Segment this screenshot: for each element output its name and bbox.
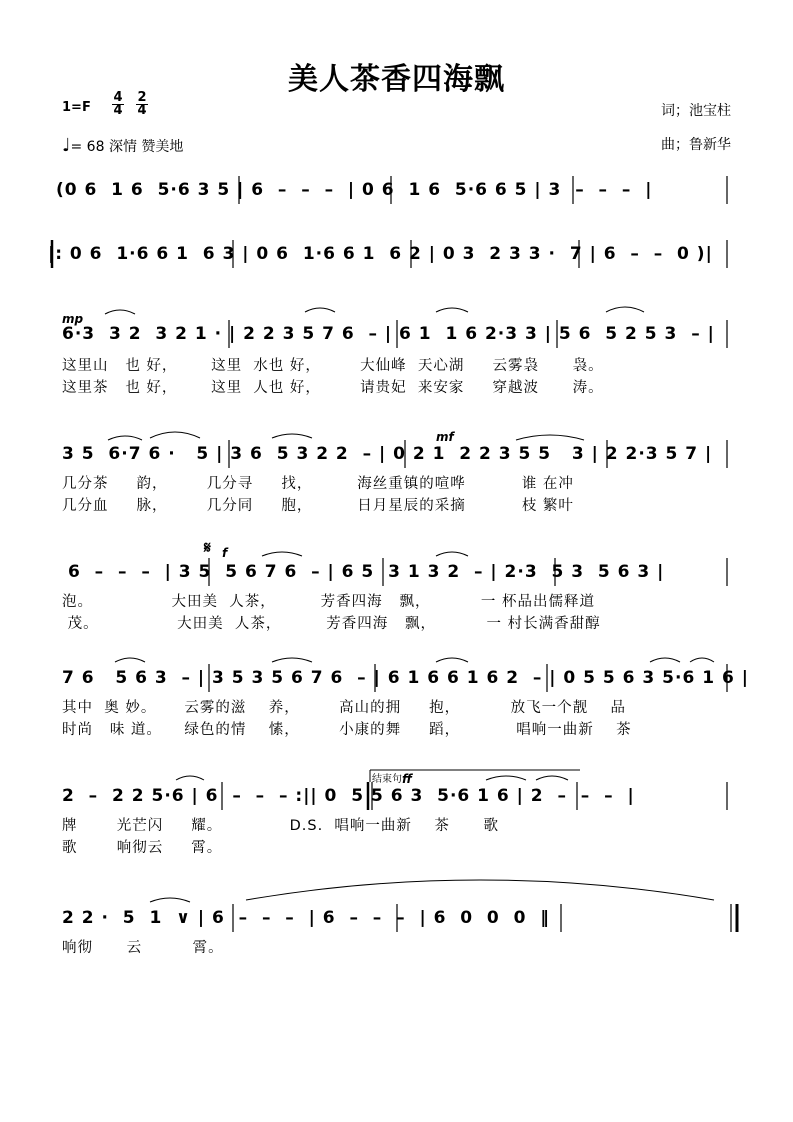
notation-row-7: 2 – 2 2 5·6 | 6 – – – :|| 0 5 5 6 3 5·6 1 6 | 2 – – – | [62,786,635,806]
ts-top: 2 [137,90,147,105]
notation-row-5: 6 – – – | 3 5 5 6 7 6 – | 6 5 3 1 3 2 – | 2·3 5 3 5 6 3 | [68,562,665,582]
lyric-row-8-verse-1: 响彻 云 霄。 [62,940,224,956]
dynamic-mp: mp [62,312,84,326]
dynamic-mf: mf [436,430,454,444]
ts-bottom: 4 [137,103,147,118]
notation-row-3: 6·3 3 2 3 2 1 · | 2 2 3 5 7 6 – | 6 1 1 6 2·3 3 | 5 6 5 2 5 3 – | [62,324,715,344]
lyric-row-7-verse-1: 牌 光芒闪 耀。 D.S. 唱响一曲新 茶 歌 [62,818,500,834]
notation-row-1: (0 6 1 6 5·6 3 5 | 6 – – – | 0 6 1 6 5·6 6 5 | 3 – – – | [56,180,653,200]
lyric-row-5-verse-2: 茂。 大田美 人茶， 芳香四海 飘， 一 村长满香甜醇 [62,616,601,632]
key-signature: 1=F [62,100,91,115]
composer-credit: 曲；鲁新华 [661,137,731,153]
segno-icon: 𝄋 [204,538,211,557]
notation-row-8: 2 2 · 5 1 ∨ | 6 – – – | 6 – – – | 6 0 0 0 ‖ [62,908,550,928]
lyric-row-5-verse-1: 泡。 大田美 人茶， 芳香四海 飘， 一 杯品出儒释道 [62,594,596,610]
tempo-text: = 68 深情 赞美地 [70,139,184,155]
dynamic-f: f [222,546,228,560]
lyric-row-6-verse-2: 时尚 味 道。 绿色的情 愫， 小康的舞 蹈， 唱响一曲新 茶 [62,722,632,738]
quarter-note-icon: ♩ [62,135,71,156]
ts-bottom: 4 [113,103,123,118]
lyric-row-3-verse-2: 这里茶 也 好， 这里 人也 好， 请贵妃 来安家 穿越波 涛。 [62,380,604,396]
lyric-row-6-verse-1: 其中 奥 妙。 云雾的滋 养， 高山的拥 抱， 放飞一个靓 品 [62,700,627,716]
lyric-row-4-verse-1: 几分茶 韵， 几分寻 找， 海丝重镇的喧哗 谁 在冲 [62,476,574,492]
notation-row-4: 3 5 6·7 6 · 5 | 3 6 5 3 2 2 – | 0 2 1 2 2 3 5 5 3 | 2 2·3 5 7 | [62,444,713,464]
lyric-row-7-verse-2: 歌 响彻云 霄。 [62,840,223,856]
dynamic-ff: ff [402,772,412,786]
ending-label: 结束句 [372,774,402,785]
notation-row-6: 7 6 5 6 3 – | 3 5 3 5 6 7 6 – | 6 1 6 6 1 6 2 – | 0 5 5 6 3 5·6 1 6 | [62,668,749,688]
ts-top: 4 [113,90,123,105]
lyricist-credit: 词；池宝柱 [661,103,731,119]
lyric-row-4-verse-2: 几分血 脉， 几分同 胞， 日月星辰的采摘 枝 繁叶 [62,498,574,514]
lyric-row-3-verse-1: 这里山 也 好， 这里 水也 好， 大仙峰 天心湖 云雾袅 袅。 [62,358,604,374]
notation-row-2: |: 0 6 1·6 6 1 6 3 | 0 6 1·6 6 1 6 2 | 0 3 2 3 3 · 7 | 6 – – 0 )| [48,244,713,264]
song-title: 美人茶香四海飘 [288,62,505,97]
